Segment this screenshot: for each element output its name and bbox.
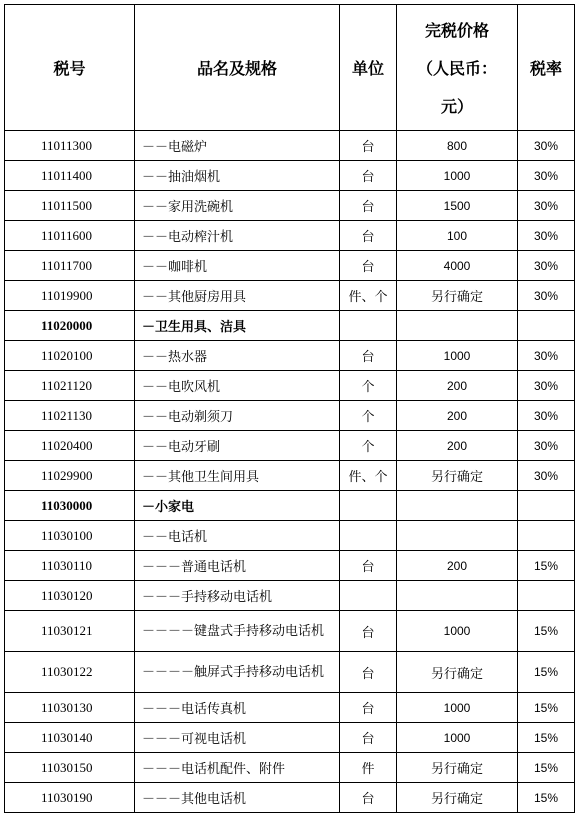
cell-rate: 15% [518, 652, 575, 693]
cell-unit: 件 [340, 753, 397, 783]
table-row [5, 611, 575, 652]
header-price-line3: 元） [440, 96, 473, 116]
tariff-table [4, 4, 575, 813]
cell-name: －－热水器 [135, 341, 340, 371]
cell-unit: 个 [340, 431, 397, 461]
cell-name: －－电动榨汁机 [135, 221, 340, 251]
header-rate: 税率 [518, 5, 575, 131]
cell-price: 100 [397, 221, 518, 251]
cell-unit: 个 [340, 401, 397, 431]
cell-rate: 30% [518, 341, 575, 371]
cell-name: －－电动牙刷 [135, 431, 340, 461]
cell-code: 11030140 [5, 723, 135, 753]
cell-name: －－电动剃须刀 [135, 401, 340, 431]
cell-name: －－－手持移动电话机 [135, 581, 340, 611]
cell-price: 1000 [397, 161, 518, 191]
cell-code: 11020100 [5, 341, 135, 371]
cell-price [397, 311, 518, 341]
cell-unit: 台 [340, 161, 397, 191]
cell-price: 1000 [397, 611, 518, 652]
cell-code: 11030110 [5, 551, 135, 581]
cell-price: 200 [397, 371, 518, 401]
cell-price: 200 [397, 431, 518, 461]
cell-unit: 台 [340, 251, 397, 281]
cell-code: 11020000 [5, 311, 135, 341]
cell-code: 11030190 [5, 783, 135, 813]
cell-rate: 15% [518, 611, 575, 652]
cell-name: －－－普通电话机 [135, 551, 340, 581]
cell-name: －－其他厨房用具 [135, 281, 340, 311]
cell-name: －－－其他电话机 [135, 783, 340, 813]
table-row [5, 693, 575, 723]
cell-unit: 台 [340, 551, 397, 581]
cell-unit: 件、个 [340, 461, 397, 491]
cell-code: 11030000 [5, 491, 135, 521]
table-row [5, 131, 575, 161]
table-row [5, 281, 575, 311]
cell-unit: 台 [340, 723, 397, 753]
cell-code: 11030120 [5, 581, 135, 611]
header-code: 税号 [5, 5, 135, 131]
cell-name: －－电磁炉 [135, 131, 340, 161]
cell-code: 11029900 [5, 461, 135, 491]
cell-price: 另行确定 [397, 461, 518, 491]
cell-name: －卫生用具、洁具 [135, 311, 340, 341]
cell-rate: 30% [518, 461, 575, 491]
cell-unit [340, 581, 397, 611]
cell-price: 1000 [397, 341, 518, 371]
table-row [5, 491, 575, 521]
cell-rate: 15% [518, 783, 575, 813]
table-row [5, 723, 575, 753]
cell-price: 另行确定 [397, 753, 518, 783]
cell-rate: 30% [518, 251, 575, 281]
cell-code: 11030122 [5, 652, 135, 693]
cell-name: －－电话机 [135, 521, 340, 551]
cell-code: 11021130 [5, 401, 135, 431]
cell-rate: 30% [518, 221, 575, 251]
cell-unit: 台 [340, 131, 397, 161]
table-row [5, 461, 575, 491]
table-row [5, 753, 575, 783]
cell-name: －－－可视电话机 [135, 723, 340, 753]
cell-rate: 15% [518, 723, 575, 753]
cell-unit: 台 [340, 783, 397, 813]
cell-name: －－－电话机配件、附件 [135, 753, 340, 783]
cell-rate: 30% [518, 131, 575, 161]
cell-price: 200 [397, 401, 518, 431]
cell-price: 1000 [397, 693, 518, 723]
cell-code: 11021120 [5, 371, 135, 401]
cell-name: －－－－键盘式手持移动电话机 [135, 611, 340, 652]
table-row [5, 251, 575, 281]
cell-price [397, 491, 518, 521]
cell-unit: 台 [340, 221, 397, 251]
cell-code: 11030150 [5, 753, 135, 783]
cell-name: －小家电 [135, 491, 340, 521]
table-row [5, 401, 575, 431]
cell-rate [518, 311, 575, 341]
cell-rate: 15% [518, 753, 575, 783]
cell-rate: 30% [518, 161, 575, 191]
cell-unit: 个 [340, 371, 397, 401]
cell-unit: 台 [340, 611, 397, 652]
table-row [5, 521, 575, 551]
cell-code: 11019900 [5, 281, 135, 311]
cell-price: 200 [397, 551, 518, 581]
table-row [5, 221, 575, 251]
table-body [5, 131, 575, 813]
header-price [397, 5, 518, 131]
cell-price [397, 581, 518, 611]
cell-unit: 台 [340, 191, 397, 221]
table-row [5, 581, 575, 611]
cell-unit: 件、个 [340, 281, 397, 311]
cell-code: 11011300 [5, 131, 135, 161]
cell-rate: 30% [518, 371, 575, 401]
table-row [5, 551, 575, 581]
cell-code: 11030121 [5, 611, 135, 652]
cell-price: 另行确定 [397, 652, 518, 693]
cell-name: －－其他卫生间用具 [135, 461, 340, 491]
cell-name: －－－－触屏式手持移动电话机 [135, 652, 340, 693]
table-row [5, 161, 575, 191]
cell-name: －－咖啡机 [135, 251, 340, 281]
header-row [5, 5, 575, 131]
cell-unit: 台 [340, 652, 397, 693]
cell-unit [340, 521, 397, 551]
cell-rate: 15% [518, 693, 575, 723]
table-row [5, 371, 575, 401]
table-row [5, 311, 575, 341]
cell-code: 11011600 [5, 221, 135, 251]
header-name: 品名及规格 [135, 5, 340, 131]
cell-code: 11020400 [5, 431, 135, 461]
cell-rate: 30% [518, 431, 575, 461]
cell-unit: 台 [340, 341, 397, 371]
cell-price: 1500 [397, 191, 518, 221]
cell-price [397, 521, 518, 551]
cell-price: 另行确定 [397, 281, 518, 311]
cell-rate [518, 581, 575, 611]
table-row [5, 341, 575, 371]
cell-code: 11011400 [5, 161, 135, 191]
cell-name: －－电吹风机 [135, 371, 340, 401]
cell-price: 800 [397, 131, 518, 161]
table-row [5, 783, 575, 813]
cell-price: 另行确定 [397, 783, 518, 813]
cell-rate [518, 521, 575, 551]
cell-rate [518, 491, 575, 521]
header-price-line1: 完税价格 [424, 20, 489, 40]
cell-unit: 台 [340, 693, 397, 723]
table-row [5, 431, 575, 461]
cell-price: 1000 [397, 723, 518, 753]
cell-code: 11011700 [5, 251, 135, 281]
cell-price: 4000 [397, 251, 518, 281]
cell-name: －－家用洗碗机 [135, 191, 340, 221]
cell-rate: 30% [518, 191, 575, 221]
cell-rate: 15% [518, 551, 575, 581]
cell-rate: 30% [518, 281, 575, 311]
header-unit: 单位 [340, 5, 397, 131]
cell-code: 11011500 [5, 191, 135, 221]
table-row [5, 652, 575, 693]
cell-rate: 30% [518, 401, 575, 431]
cell-name: －－抽油烟机 [135, 161, 340, 191]
cell-name: －－－电话传真机 [135, 693, 340, 723]
cell-code: 11030100 [5, 521, 135, 551]
cell-unit [340, 491, 397, 521]
header-price-line2: （人民币： [416, 58, 497, 78]
table-row [5, 191, 575, 221]
cell-unit [340, 311, 397, 341]
cell-code: 11030130 [5, 693, 135, 723]
